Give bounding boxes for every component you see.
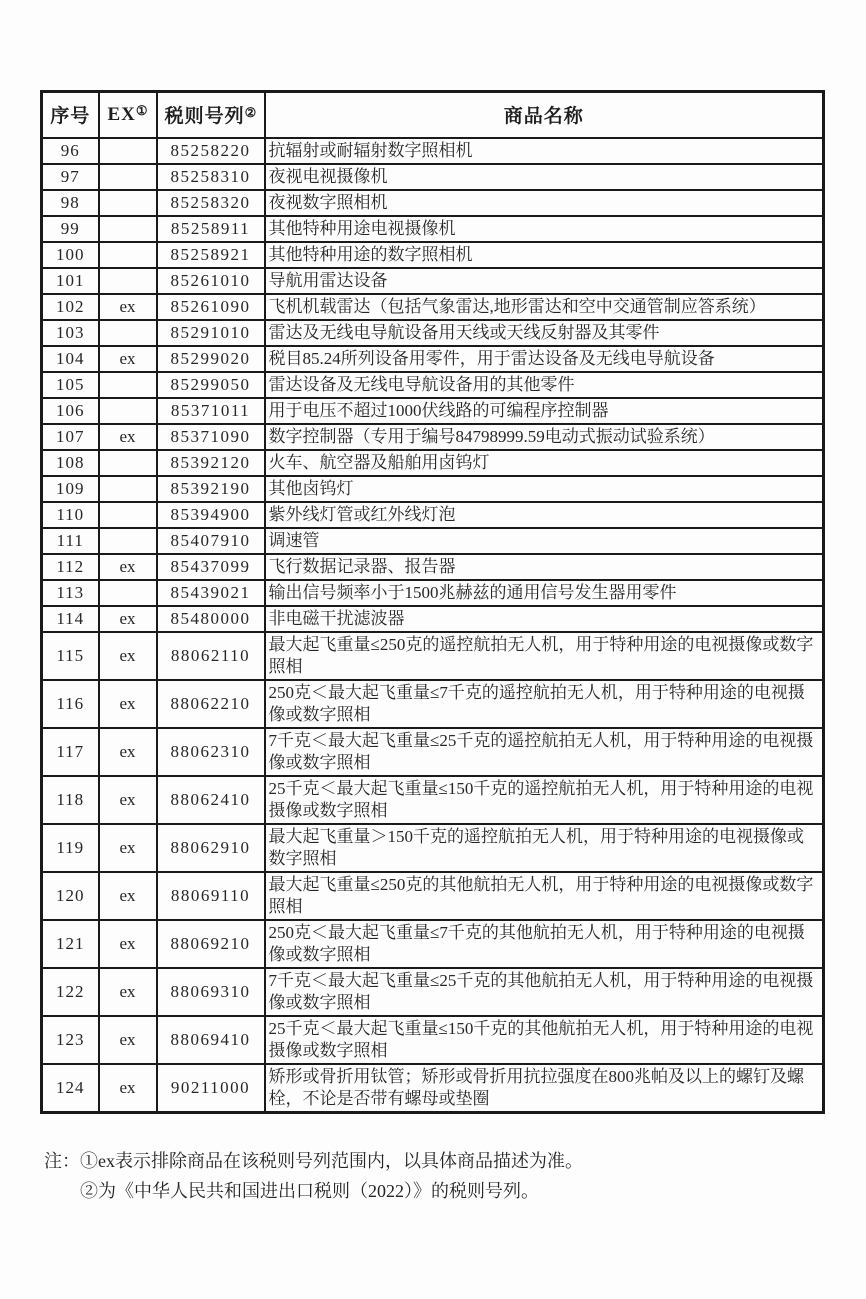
serial-cell: 97 — [42, 164, 99, 190]
table-row — [42, 450, 824, 476]
code-cell: 85258310 — [157, 164, 265, 190]
code-cell: 88062310 — [157, 728, 265, 776]
serial-cell: 106 — [42, 398, 99, 424]
code-cell: 85258320 — [157, 190, 265, 216]
code-cell: 85392190 — [157, 476, 265, 502]
name-cell: 25千克＜最大起飞重量≤150千克的遥控航拍无人机，用于特种用途的电视摄像或数字照相 — [265, 776, 824, 824]
col-header-serial — [42, 92, 99, 138]
ex-cell — [99, 138, 157, 164]
name-cell: 紫外线灯管或红外线灯泡 — [265, 502, 824, 528]
ex-cell — [99, 164, 157, 190]
table-row — [42, 320, 824, 346]
serial-cell: 101 — [42, 268, 99, 294]
code-cell: 85371011 — [157, 398, 265, 424]
code-cell: 88069110 — [157, 872, 265, 920]
col-header-name-label: 商品名称 — [503, 106, 584, 128]
col-header-code — [157, 92, 265, 138]
footnotes — [44, 1146, 834, 1206]
table-row — [42, 580, 824, 606]
ex-cell: ex — [99, 920, 157, 968]
ex-cell — [99, 320, 157, 346]
ex-cell — [99, 528, 157, 554]
name-cell: 最大起飞重量＞150千克的遥控航拍无人机，用于特种用途的电视摄像或数字照相 — [265, 824, 824, 872]
table-row — [42, 138, 824, 164]
serial-cell: 118 — [42, 776, 99, 824]
table-row — [42, 268, 824, 294]
code-cell: 85439021 — [157, 580, 265, 606]
code-cell: 85258921 — [157, 242, 265, 268]
name-cell: 7千克＜最大起飞重量≤25千克的其他航拍无人机，用于特种用途的电视摄像或数字照相 — [265, 968, 824, 1016]
name-cell: 其他卤钨灯 — [265, 476, 824, 502]
table-row — [42, 776, 824, 824]
table-row — [42, 632, 824, 680]
serial-cell: 96 — [42, 138, 99, 164]
table-row — [42, 372, 824, 398]
serial-cell: 114 — [42, 606, 99, 632]
table-row — [42, 606, 824, 632]
serial-cell: 112 — [42, 554, 99, 580]
serial-cell: 120 — [42, 872, 99, 920]
code-cell: 85261090 — [157, 294, 265, 320]
table-body — [42, 138, 824, 1113]
serial-cell: 107 — [42, 424, 99, 450]
serial-cell: 102 — [42, 294, 99, 320]
ex-cell: ex — [99, 680, 157, 728]
ex-cell — [99, 190, 157, 216]
table-row — [42, 294, 824, 320]
ex-cell — [99, 268, 157, 294]
table-row — [42, 242, 824, 268]
ex-cell — [99, 216, 157, 242]
code-cell: 85299050 — [157, 372, 265, 398]
name-cell: 最大起飞重量≤250克的遥控航拍无人机，用于特种用途的电视摄像或数字照相 — [265, 632, 824, 680]
name-cell: 250克＜最大起飞重量≤7千克的遥控航拍无人机，用于特种用途的电视摄像或数字照相 — [265, 680, 824, 728]
name-cell: 最大起飞重量≤250克的其他航拍无人机，用于特种用途的电视摄像或数字照相 — [265, 872, 824, 920]
code-cell: 85291010 — [157, 320, 265, 346]
col-header-code-label: 税则号列 — [164, 106, 245, 128]
serial-cell: 110 — [42, 502, 99, 528]
name-cell: 夜视数字照相机 — [265, 190, 824, 216]
table-header-row — [42, 92, 824, 138]
name-cell: 雷达设备及无线电导航设备用的其他零件 — [265, 372, 824, 398]
name-cell: 输出信号频率小于1500兆赫兹的通用信号发生器用零件 — [265, 580, 824, 606]
serial-cell: 119 — [42, 824, 99, 872]
serial-cell: 105 — [42, 372, 99, 398]
table-row — [42, 528, 824, 554]
ex-cell: ex — [99, 968, 157, 1016]
table-row — [42, 680, 824, 728]
serial-cell: 116 — [42, 680, 99, 728]
tariff-exclusion-table — [40, 90, 825, 1114]
code-cell: 85258911 — [157, 216, 265, 242]
ex-cell — [99, 580, 157, 606]
code-cell: 85258220 — [157, 138, 265, 164]
serial-cell: 123 — [42, 1016, 99, 1064]
code-cell: 85392120 — [157, 450, 265, 476]
ex-cell: ex — [99, 1016, 157, 1064]
serial-cell: 115 — [42, 632, 99, 680]
ex-cell: ex — [99, 424, 157, 450]
name-cell: 7千克＜最大起飞重量≤25千克的遥控航拍无人机，用于特种用途的电视摄像或数字照相 — [265, 728, 824, 776]
table-row — [42, 872, 824, 920]
name-cell: 夜视电视摄像机 — [265, 164, 824, 190]
serial-cell: 99 — [42, 216, 99, 242]
table-row — [42, 424, 824, 450]
serial-cell: 117 — [42, 728, 99, 776]
code-cell: 85394900 — [157, 502, 265, 528]
ex-cell — [99, 450, 157, 476]
footnote-1-marker: ① — [135, 103, 148, 119]
ex-cell: ex — [99, 728, 157, 776]
serial-cell: 111 — [42, 528, 99, 554]
code-cell: 90211000 — [157, 1064, 265, 1113]
code-cell: 88062210 — [157, 680, 265, 728]
code-cell: 85407910 — [157, 528, 265, 554]
name-cell: 导航用雷达设备 — [265, 268, 824, 294]
serial-cell: 98 — [42, 190, 99, 216]
table-row — [42, 164, 824, 190]
col-header-serial-label: 序号 — [50, 106, 91, 128]
table-row — [42, 1016, 824, 1064]
name-cell: 调速管 — [265, 528, 824, 554]
table-row — [42, 398, 824, 424]
table-row — [42, 502, 824, 528]
table-row — [42, 190, 824, 216]
code-cell: 85261010 — [157, 268, 265, 294]
name-cell: 数字控制器（专用于编号84798999.59电动式振动试验系统） — [265, 424, 824, 450]
ex-cell: ex — [99, 872, 157, 920]
footnote-1-text: ①ex表示排除商品在该税则号列范围内，以具体商品描述为准。 — [80, 1151, 583, 1171]
ex-cell — [99, 372, 157, 398]
table-row — [42, 968, 824, 1016]
name-cell: 飞机机载雷达（包括气象雷达,地形雷达和空中交通管制应答系统） — [265, 294, 824, 320]
ex-cell — [99, 502, 157, 528]
table-row — [42, 476, 824, 502]
serial-cell: 104 — [42, 346, 99, 372]
serial-cell: 122 — [42, 968, 99, 1016]
code-cell: 85437099 — [157, 554, 265, 580]
name-cell: 税目85.24所列设备用零件，用于雷达设备及无线电导航设备 — [265, 346, 824, 372]
code-cell: 88062110 — [157, 632, 265, 680]
code-cell: 88069410 — [157, 1016, 265, 1064]
table-row — [42, 1064, 824, 1113]
ex-cell: ex — [99, 824, 157, 872]
code-cell: 88062910 — [157, 824, 265, 872]
table-row — [42, 920, 824, 968]
code-cell: 85371090 — [157, 424, 265, 450]
ex-cell: ex — [99, 776, 157, 824]
serial-cell: 109 — [42, 476, 99, 502]
ex-cell: ex — [99, 1064, 157, 1113]
name-cell: 飞行数据记录器、报告器 — [265, 554, 824, 580]
serial-cell: 121 — [42, 920, 99, 968]
code-cell: 88062410 — [157, 776, 265, 824]
code-cell: 88069310 — [157, 968, 265, 1016]
footnote-line-1 — [44, 1146, 834, 1176]
footnote-line-2 — [44, 1176, 834, 1206]
name-cell: 抗辐射或耐辐射数字照相机 — [265, 138, 824, 164]
name-cell: 雷达及无线电导航设备用天线或天线反射器及其零件 — [265, 320, 824, 346]
serial-cell: 100 — [42, 242, 99, 268]
ex-cell: ex — [99, 346, 157, 372]
col-header-ex — [99, 92, 157, 138]
code-cell: 85480000 — [157, 606, 265, 632]
ex-cell — [99, 398, 157, 424]
table-row — [42, 824, 824, 872]
table-row — [42, 554, 824, 580]
name-cell: 矫形或骨折用钛管；矫形或骨折用抗拉强度在800兆帕及以上的螺钉及螺栓，不论是否带有螺母或垫圈 — [265, 1064, 824, 1113]
code-cell: 85299020 — [157, 346, 265, 372]
table-row — [42, 728, 824, 776]
name-cell: 火车、航空器及船舶用卤钨灯 — [265, 450, 824, 476]
ex-cell: ex — [99, 632, 157, 680]
footnote-prefix: 注： — [44, 1151, 80, 1171]
name-cell: 25千克＜最大起飞重量≤150千克的其他航拍无人机，用于特种用途的电视摄像或数字照相 — [265, 1016, 824, 1064]
col-header-ex-label: EX — [107, 104, 136, 126]
name-cell: 250克＜最大起飞重量≤7千克的其他航拍无人机，用于特种用途的电视摄像或数字照相 — [265, 920, 824, 968]
ex-cell — [99, 242, 157, 268]
ex-cell: ex — [99, 554, 157, 580]
name-cell: 其他特种用途的数字照相机 — [265, 242, 824, 268]
serial-cell: 103 — [42, 320, 99, 346]
serial-cell: 124 — [42, 1064, 99, 1113]
table-row — [42, 346, 824, 372]
col-header-name — [265, 92, 824, 138]
table-row — [42, 216, 824, 242]
ex-cell: ex — [99, 606, 157, 632]
footnote-2-text: ②为《中华人民共和国进出口税则（2022）》的税则号列。 — [80, 1181, 539, 1201]
name-cell: 非电磁干扰滤波器 — [265, 606, 824, 632]
serial-cell: 113 — [42, 580, 99, 606]
name-cell: 用于电压不超过1000伏线路的可编程序控制器 — [265, 398, 824, 424]
ex-cell — [99, 476, 157, 502]
code-cell: 88069210 — [157, 920, 265, 968]
footnote-2-marker: ② — [244, 105, 257, 121]
ex-cell: ex — [99, 294, 157, 320]
serial-cell: 108 — [42, 450, 99, 476]
name-cell: 其他特种用途电视摄像机 — [265, 216, 824, 242]
